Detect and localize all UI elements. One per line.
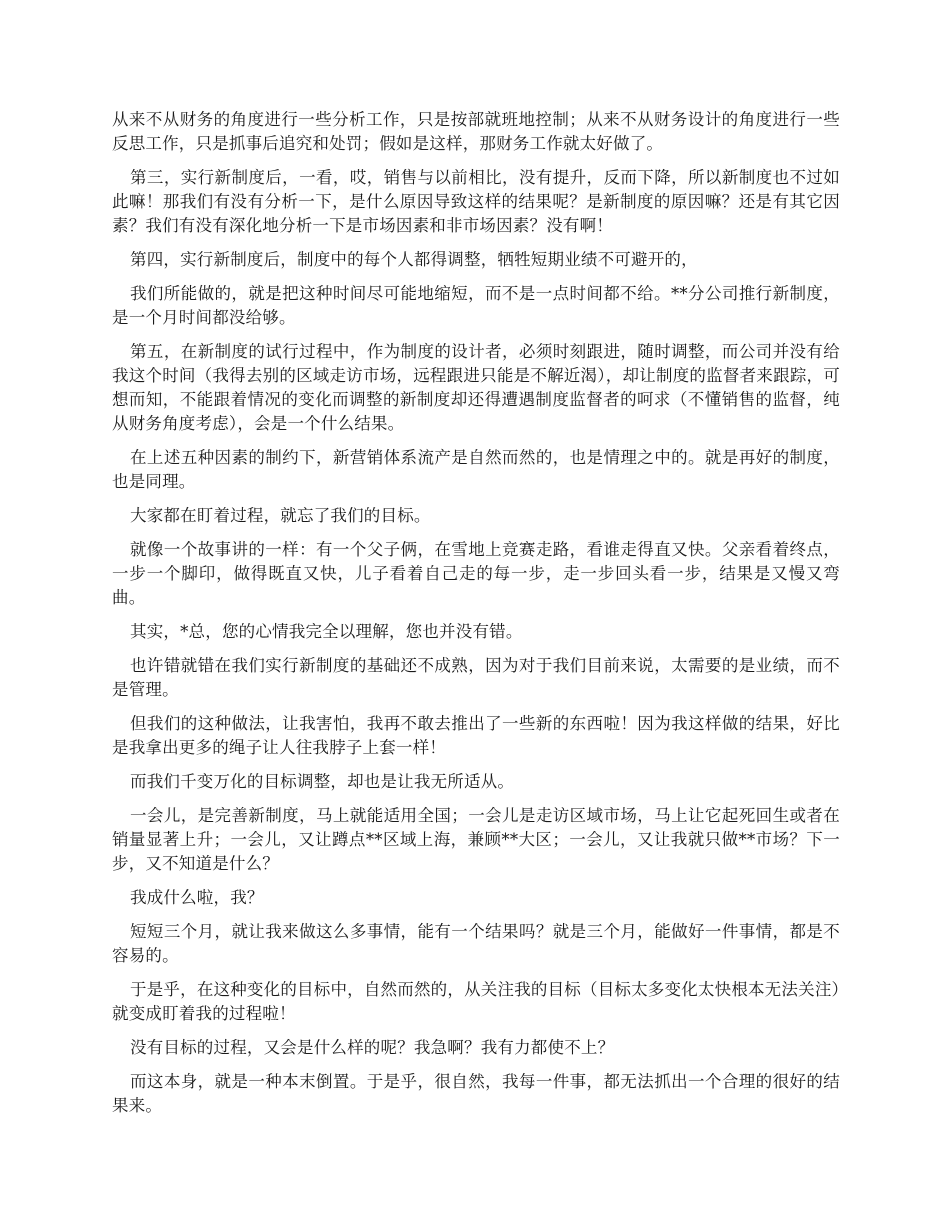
paragraph: 就像一个故事讲的一样：有一个父子俩，在雪地上竞赛走路，看谁走得直又快。父亲看着终点，一步一个脚印，做得既直又快，儿子看着自己走的每一步，走一步回头看一步，结果是又慢又弯曲。: [112, 540, 840, 607]
paragraph: 从来不从财务的角度进行一些分析工作，只是按部就班地控制；从来不从财务设计的角度进行一些反思工作，只是抓事后追究和处罚；假如是这样，那财务工作就太好做了。: [112, 110, 840, 153]
paragraph: 没有目标的过程，又会是什么样的呢？我急啊？我有力都使不上？: [130, 1038, 615, 1057]
paragraph: 我成什么啦，我？: [130, 888, 264, 907]
paragraph: 第三，实行新制度后，一看，哎，销售与以前相比，没有提升，反而下降，所以新制度也不过如此嘛！那我们有没有分析一下，是什么原因导致这样的结果呢？是新制度的原因嘛？还是有其它因素？我们有没有深化地分析一下是市场因素和非市场因素？没有啊！: [112, 168, 840, 235]
paragraph: 而这本身，就是一种本末倒置。于是乎，很自然，我每一件事，都无法抓出一个合理的很好的结果来。: [112, 1072, 840, 1115]
paragraph: 第五，在新制度的试行过程中，作为制度的设计者，必须时刻跟进，随时调整，而公司并没有给我这个时间（我得去别的区域走访市场，远程跟进只能是不解近渴），却让制度的监督者来跟踪，可想而知，不能跟着情况的变化而调整的新制度却还得遭遇制度监督者的呵求（不懂销售的监督，纯从财务角度考虑），会是一个什么结果。: [112, 342, 840, 433]
paragraph: 我们所能做的，就是把这种时间尽可能地缩短，而不是一点时间都不给。**分公司推行新制度，是一个月时间都没给够。: [112, 284, 840, 327]
paragraph: 第四，实行新制度后，制度中的每个人都得调整，牺牲短期业绩不可避开的，: [130, 250, 698, 269]
paragraph: 而我们千变万化的目标调整，却也是让我无所适从。: [130, 772, 515, 791]
paragraph: 一会儿，是完善新制度，马上就能适用全国；一会儿是走访区域市场，马上让它起死回生或者在销量显著上升；一会儿，又让蹲点**区域上海，兼顾**大区；一会儿，又让我就只做**市场？下一步，又不知道是什么？: [112, 806, 840, 873]
paragraph: 于是乎，在这种变化的目标中，自然而然的，从关注我的目标（目标太多变化太快根本无法关注）就变成盯着我的过程啦！: [112, 980, 840, 1023]
paragraph: 也许错就错在我们实行新制度的基础还不成熟，因为对于我们目前来说，太需要的是业绩，而不是管理。: [112, 656, 840, 699]
paragraph: 大家都在盯着过程，就忘了我们的目标。: [130, 506, 431, 525]
paragraph: 在上述五种因素的制约下，新营销体系流产是自然而然的，也是情理之中的。就是再好的制度，也是同理。: [112, 448, 840, 491]
paragraph: 但我们的这种做法，让我害怕，我再不敢去推出了一些新的东西啦！因为我这样做的结果，好比是我拿出更多的绳子让人往我脖子上套一样！: [112, 714, 840, 757]
paragraph: 短短三个月，就让我来做这么多事情，能有一个结果吗？就是三个月，能做好一件事情，都是不容易的。: [112, 922, 840, 965]
document-body: [112, 108, 840, 1128]
paragraph: 其实，*总，您的心情我完全以理解，您也并没有错。: [130, 622, 523, 641]
